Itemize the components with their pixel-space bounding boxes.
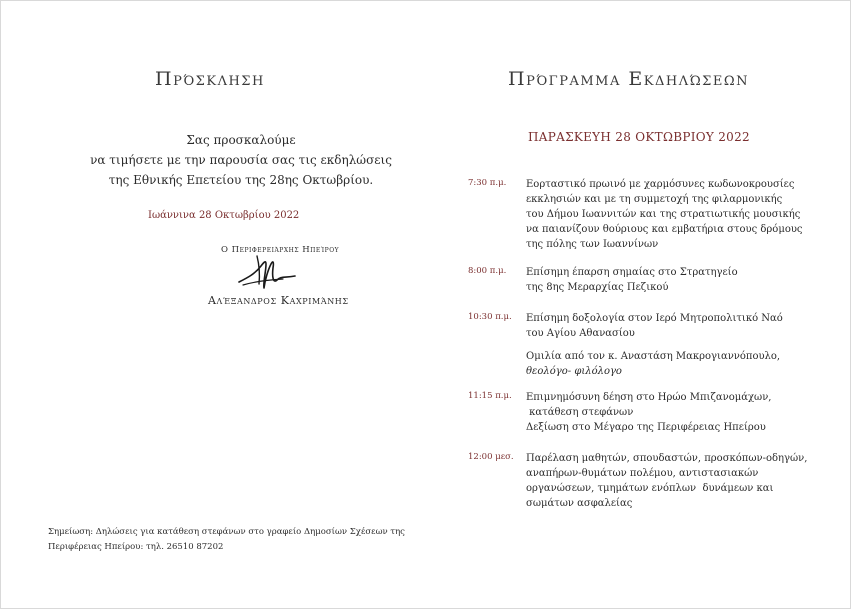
event-description [526, 390, 808, 435]
event-line: αναπήρων-θυμάτων πολέμου, αντιστασιακών [526, 468, 759, 479]
event-time: 7:30 π.μ. [468, 178, 507, 188]
event-line: Επίσημη έπαρση σημαίας στο Στρατηγείο [526, 267, 738, 278]
event-line: του Αγίου Αθανασίου [526, 328, 635, 339]
event-line: της πόλης των Ιωαννίνων [526, 239, 659, 250]
signature-image [233, 252, 303, 296]
program-date: ΠΑΡΑΣΚΕΥΗ 28 ΟΚΤΩΒΡΙΟΥ 2022 [528, 130, 750, 144]
invitation-line: της Εθνικής Επετείου της 28ης Οκτωβρίου. [108, 173, 374, 187]
event-time: 8:00 π.μ. [468, 266, 507, 276]
event-time: 10:30 π.μ. [468, 312, 512, 322]
event-sub-description [526, 349, 808, 379]
event-time: 12:00 μεσ. [468, 452, 514, 462]
event-time: 11:15 π.μ. [468, 391, 512, 401]
office-title: Ο Περιφερειάρχης Ηπείρου [221, 245, 340, 255]
event-line: να παιανίζουν θούριους και εμβατήρια στους δρόμους [526, 224, 803, 235]
event-line: Επιμνημόσυνη δέηση στο Ηρώο Μπιζανομάχων, [526, 392, 772, 403]
place-date: Ιωάννινα 28 Οκτωβρίου 2022 [148, 210, 300, 221]
event-line: θεολόγο- φιλόλογο [526, 366, 622, 377]
event-line: Ομιλία από τον κ. Αναστάση Μακρογιαννόπουλο, [526, 351, 781, 362]
event-line: του Δήμου Ιωαννιτών και της στρατιωτικής μουσικής [526, 209, 801, 220]
event-line: Επίσημη δοξολογία στον Ιερό Μητροπολιτικό Ναό [526, 313, 783, 324]
event-line: κατάθεση στεφάνων [526, 407, 634, 418]
event-line: εκκλησιών και με τη συμμετοχή της φιλαρμονικής [526, 194, 783, 205]
invitation-line: να τιμήσετε με την παρουσία σας τις εκδηλώσεις [90, 153, 392, 167]
event-line: Δεξίωση στο Μέγαρο της Περιφέρειας Ηπείρου [526, 422, 766, 433]
event-line: Εορταστικό πρωινό με χαρμόσυνες κωδωνοκρουσίες [526, 179, 795, 190]
note-line: Περιφέρειας Ηπείρου: τηλ. 26510 87202 [48, 542, 224, 552]
invitation-heading: Πρόσκληση [155, 68, 265, 90]
note-line: Σημείωση: Δηλώσεις για κατάθεση στεφάνων στο γραφείο Δημοσίων Σχέσεων της [48, 527, 405, 537]
event-line: οργανώσεων, τμημάτων ενόπλων δυνάμεων και [526, 483, 774, 494]
invitation-text [55, 130, 427, 190]
event-line: σωμάτων ασφαλείας [526, 498, 633, 509]
note-text [48, 525, 408, 555]
event-description [526, 311, 808, 379]
event-description [526, 265, 808, 295]
event-description [526, 451, 808, 511]
invitation-line: Σας προσκαλούμε [186, 133, 296, 147]
signer-name: Αλέξανδρος Καχριμάνης [208, 294, 349, 307]
program-heading: Πρόγραμμα Εκδηλώσεων [508, 68, 749, 90]
event-line: Παρέλαση μαθητών, σπουδαστών, προσκόπων-οδηγών, [526, 453, 808, 464]
event-description [526, 177, 808, 252]
event-line: της 8ης Μεραρχίας Πεζικού [526, 282, 669, 293]
